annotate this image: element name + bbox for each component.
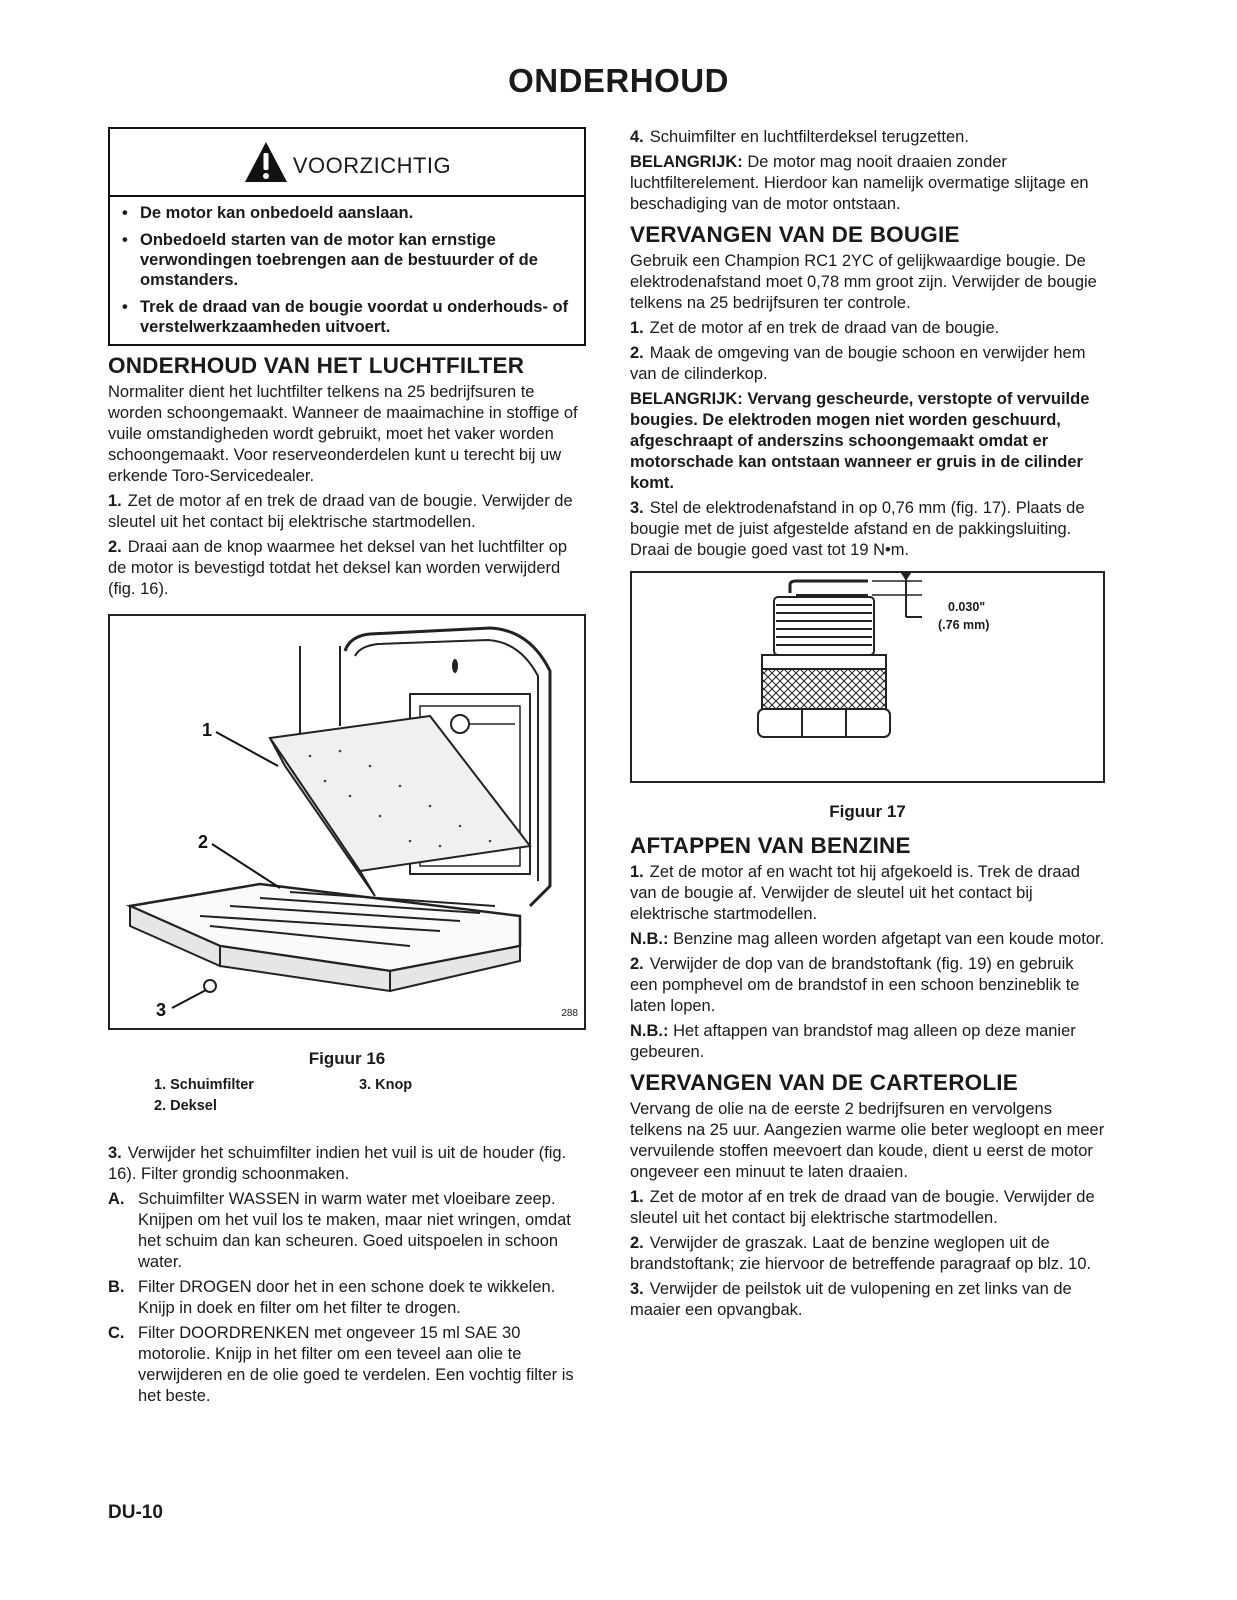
note-text: Benzine mag alleen worden afgetapt van een koude motor. [673,930,1105,948]
step-text: Zet de motor af en trek de draad van de bougie. Verwijder de sleutel uit het contact bij elektrische startmodellen. [108,492,573,531]
air-filter-drawing [110,616,580,1024]
note-label: N.B.: [630,930,669,948]
figure-16-illustration [108,614,586,1030]
caution-item: • Onbedoeld starten van de motor kan ernstige verwondingen toebrengen aan de bestuurder of de omstanders. [140,230,570,290]
air-filter-step-3 [108,1143,586,1185]
fuel-note-1 [630,929,1105,950]
gap-inch-label: 0.030" [948,600,986,614]
caution-item: • Trek de draad van de bougie voordat u onderhouds- of verstelwerkzaamheden uitvoert. [140,297,570,337]
sub-step-text: Filter DROGEN door het in een schone doek te wikkelen. Knijp in doek en filter om het filter te drogen. [138,1278,556,1317]
important-text: De motor mag nooit draaien zonder luchtfilterelement. Hierdoor kan namelijk overmatige slijtage en beschadiging van de motor ontstaan. [630,153,1089,213]
step-number: 1. [630,863,644,881]
fuel-note-2 [630,1021,1105,1063]
air-filter-step-4 [630,127,1105,148]
oil-intro: Vervang de olie na de eerste 2 bedrijfsuren en vervolgens telkens na 25 uur. Aangezien warme olie beter wegloopt en meer vervuilende stoffen meevoert dan koude, dient u eerst de motor ongeveer een minuut te laten draaien. [630,1100,1105,1181]
fuel-step-1 [630,862,1105,925]
step-number: 2. [630,344,644,362]
figure-17-caption: Figuur 17 [829,802,906,821]
right-column [630,127,1105,1325]
step-text: Zet de motor af en wacht tot hij afgekoeld is. Trek de draad van de bougie af. Verwijder de sleutel uit het contact bij elektrische startmodellen. [630,863,1080,923]
step-text: Verwijder de graszak. Laat de benzine weglopen uit de brandstoftank; zie hiervoor de betreffende paragraaf op blz. 10. [630,1234,1092,1273]
note-text: Het aftappen van brandstof mag alleen op deze manier gebeuren. [630,1022,1076,1061]
spark-plug-heading: VERVANGEN VAN DE BOUGIE [630,222,960,247]
step-number: 3. [630,1280,644,1298]
caution-item: • De motor kan onbedoeld aanslaan. [140,203,570,223]
figure-17-illustration [630,571,1105,783]
fuel-step-2 [630,954,1105,1017]
svg-text:2: 2 [198,832,209,852]
step-text: Zet de motor af en trek de draad van de bougie. Verwijder de sleutel uit het contact bij elektrische startmodellen. [630,1188,1095,1227]
step-number: 2. [630,955,644,973]
sub-step-a [108,1189,586,1273]
step-text: Verwijder de peilstok uit de vulopening en zet links van de maaier een opvangbak. [630,1280,1072,1319]
step-text: Schuimfilter en luchtfilterdeksel terugzetten. [649,128,969,146]
warning-icon [243,140,289,184]
caution-title: VOORZICHTIG [292,152,452,178]
sub-step-text: Filter DOORDRENKEN met ongeveer 15 ml SAE 30 motorolie. Knijp in het filter om een teveel aan olie te verwijderen en de olie goed te verdelen. Een vochtig filter is het beste. [138,1324,574,1405]
legend-item: 3. Knop [359,1077,413,1093]
step-text: Zet de motor af en trek de draad van de bougie. [649,319,1000,337]
figure-16-legend [154,1075,586,1117]
step-text: Verwijder het schuimfilter indien het vuil is uit de houder (fig. 16). Filter grondig schoonmaken. [108,1144,567,1183]
step-number: 1. [630,319,644,337]
left-column [108,127,586,1411]
important-label: BELANGRIJK: [630,153,743,171]
spark-plug-drawing [632,573,1102,777]
sub-step-label: C. [108,1324,125,1342]
page-number: DU-10 [108,1502,163,1523]
figure-code: 288 [561,1008,578,1019]
step-text: Verwijder de dop van de brandstoftank (fig. 19) en gebruik een pomphevel om de brandstof in een schoon benzineblik te laten lopen. [630,955,1080,1015]
spark-plug-important: BELANGRIJK: Vervang gescheurde, verstopte of vervuilde bougies. De elektroden mogen niet worden geschuurd, afgeschraapt of anderszins schoongemaakt omdat er motorschade kan ontstaan wanneer er gruis in de cilinder komt. [630,390,1090,492]
step-text: Stel de elektrodenafstand in op 0,76 mm (fig. 17). Plaats de bougie met de juist afgestelde afstand en de pakkingsluiting. Draai de bougie goed vast tot 19 N•m. [630,499,1085,559]
legend-item: 2. Deksel [154,1098,217,1114]
fuel-heading: AFTAPPEN VAN BENZINE [630,833,911,858]
air-filter-step-1 [108,491,586,533]
spark-plug-step-3 [630,498,1105,561]
sub-step-label: A. [108,1190,125,1208]
oil-step-1 [630,1187,1105,1229]
oil-heading: VERVANGEN VAN DE CARTEROLIE [630,1070,1018,1095]
step-text: Maak de omgeving van de bougie schoon en verwijder hem van de cilinderkop. [630,344,1086,383]
spark-plug-intro: Gebruik een Champion RC1 2YC of gelijkwaardige bougie. De elektrodenafstand moet 0,78 mm groot zijn. Verwijder de bougie telkens na 25 bedrijfsuren ter controle. [630,252,1097,312]
step-number: 2. [630,1234,644,1252]
figure-16-caption: Figuur 16 [308,1049,386,1068]
note-label: N.B.: [630,1022,669,1040]
step-number: 3. [108,1144,122,1162]
step-number: 1. [630,1188,644,1206]
svg-text:1: 1 [202,720,213,740]
sub-step-c [108,1323,586,1407]
spark-plug-step-2 [630,343,1105,385]
svg-text:3: 3 [156,1000,167,1020]
gap-mm-label: (.76 mm) [938,618,990,632]
oil-step-3 [630,1279,1105,1321]
step-number: 4. [630,128,644,146]
air-filter-heading: ONDERHOUD VAN HET LUCHTFILTER [108,353,525,378]
sub-step-text: Schuimfilter WASSEN in warm water met vloeibare zeep. Knijpen om het vuil los te maken, maar niet wringen, omdat het schuim dan kan scheuren. Goed uitspoelen in schoon water. [138,1190,571,1271]
oil-step-2 [630,1233,1105,1275]
step-number: 3. [630,499,644,517]
spark-plug-step-1 [630,318,1105,339]
caution-box [108,127,586,346]
caution-list [110,203,584,337]
step-number: 2. [108,538,122,556]
step-text: Draai aan de knop waarmee het deksel van het luchtfilter op de motor is bevestigd totdat het deksel kan worden verwijderd (fig. 16). [108,538,568,598]
air-filter-intro: Normaliter dient het luchtfilter telkens na 25 bedrijfsuren te worden schoongemaakt. Wanneer de maaimachine in stoffige of vuile omstandigheden wordt gebruikt, moet het vaker worden schoongemaakt. Voor reserveonderdelen kunt u terecht bij uw erkende Toro-Servicedealer. [108,383,578,485]
sub-step-label: B. [108,1278,125,1296]
air-filter-step-2 [108,537,586,600]
caution-header [110,129,584,197]
air-filter-important [630,152,1105,215]
sub-step-b [108,1277,586,1319]
page-title: ONDERHOUD [508,62,729,99]
step-number: 1. [108,492,122,510]
legend-item: 1. Schuimfilter [154,1077,254,1093]
